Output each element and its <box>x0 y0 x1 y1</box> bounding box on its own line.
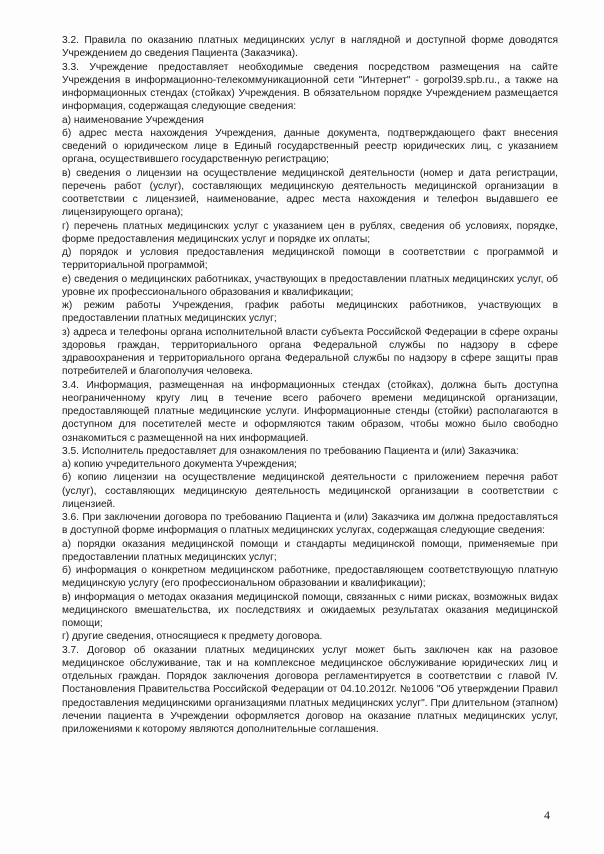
list-item-b: б) адрес места нахождения Учреждения, данные документа, подтверждающего факт внесения сведений о юридическом лице в Единый государственный реестр юридических лиц, с указанием органа, осуществившего государственную регистрацию; <box>62 127 558 166</box>
paragraph-3-4: 3.4. Информация, размещенная на информационных стендах (стойках), должна быть доступна неограниченному кругу лиц в течение всего рабочего времени медицинской организации, предоставляющей платные медицинские услуги. Информационные стенды (стойки) располагаются в доступном для посетителей месте и оформляются таким образом, чтобы можно было свободно ознакомиться с размещенной на них информацией. <box>62 379 558 444</box>
list-item-a: а) порядки оказания медицинской помощи и стандарты медицинской помощи, применяемые при предоставлении платных медицинских услуг; <box>62 538 558 563</box>
page-number: 4 <box>544 808 550 822</box>
paragraph-3-3: 3.3. Учреждение предоставляет необходимые сведения посредством размещения на сайте Учреждения в информационно-телекоммуникационной сети "Интернет" - gorpol39.spb.ru., а также на информационных стендах (стойках) Учреждения. В обязательном порядке Учреждением размещается информация, содержащая следующие сведения: <box>62 61 558 113</box>
list-item-d: д) порядок и условия предоставления медицинской помощи в соответствии с программой и территориальной программой; <box>62 247 558 272</box>
list-item-z: з) адреса и телефоны органа исполнительной власти субъекта Российской Федерации в сфере охраны здоровья граждан, территориального органа Федеральной службы по надзору в сфере здравоохранения и территориального органа Федеральной службы по надзору в сфере защиты прав потребителей и благополучия человека. <box>62 326 558 378</box>
list-item-zh: ж) режим работы Учреждения, график работы медицинских работников, участвующих в предоставлении платных медицинских услуг; <box>62 300 558 325</box>
paragraph-3-6: 3.6. При заключении договора по требованию Пациента и (или) Заказчика им должна предоставляться в доступной форме информация о платных медицинских услугах, содержащая следующие сведения: <box>62 512 558 537</box>
list-item-g: г) другие сведения, относящиеся к предмету договора. <box>62 631 323 643</box>
list-item-b: б) информация о конкретном медицинском работнике, предоставляющем соответствующую платную медицинскую услугу (его профессиональном образовании и квалификации); <box>62 565 558 590</box>
paragraph-3-5: 3.5. Исполнитель предоставляет для ознакомления по требованию Пациента и (или) Заказчика: <box>62 445 519 457</box>
list-item-a: а) наименование Учреждения <box>62 114 204 126</box>
list-item-e: е) сведения о медицинских работниках, участвующих в предоставлении платных медицинских услуг, об уровне их профессионального образования и квалификации; <box>62 273 558 298</box>
list-item-b: б) копию лицензии на осуществление медицинской деятельности с приложением перечня работ (услуг), составляющих медицинскую деятельность медицинской организации в соответствии с лицензией. <box>62 472 558 510</box>
document-body <box>62 34 558 736</box>
paragraph-3-7: 3.7. Договор об оказании платных медицинских услуг может быть заключен как на разовое медицинское обслуживание, так и на комплексное медицинское обслуживание юридических лиц и отдельных граждан. Порядок заключения договора регламентируется в соответствии с главой IV. Постановления Правительства Российской Федерации от 04.10.2012г. №1006 "Об утверждении Правил предоставления медицинскими организациями платных медицинских услуг". При длительном (этапном) лечении пациента в Учреждении оформляется договор на оказание платных медицинских услуг, приложениями к которому являются дополнительные соглашения. <box>62 644 558 735</box>
list-item-g: г) перечень платных медицинских услуг с указанием цен в рублях, сведения об условиях, порядке, форме предоставления медицинских услуг и порядке их оплаты; <box>62 220 558 245</box>
list-item-v: в) информация о методах оказания медицинской помощи, связанных с ними рисках, возможных видах медицинского вмешательства, их последствиях и ожидаемых результатах оказания медицинской помощи; <box>62 591 558 629</box>
list-item-a: а) копию учредительного документа Учреждения; <box>62 459 297 470</box>
list-item-v: в) сведения о лицензии на осуществление медицинской деятельности (номер и дата регистрации, перечень работ (услуг), составляющих медицинскую деятельность медицинской организации в соответствии с лицензией, наименование, адрес места нахождения и телефон выдавшего ее лицензирующего органа); <box>62 167 558 219</box>
paragraph-3-2: 3.2. Правила по оказанию платных медицинских услуг в наглядной и доступной форме доводятся Учреждением до сведения Пациента (Заказчика). <box>62 35 558 60</box>
